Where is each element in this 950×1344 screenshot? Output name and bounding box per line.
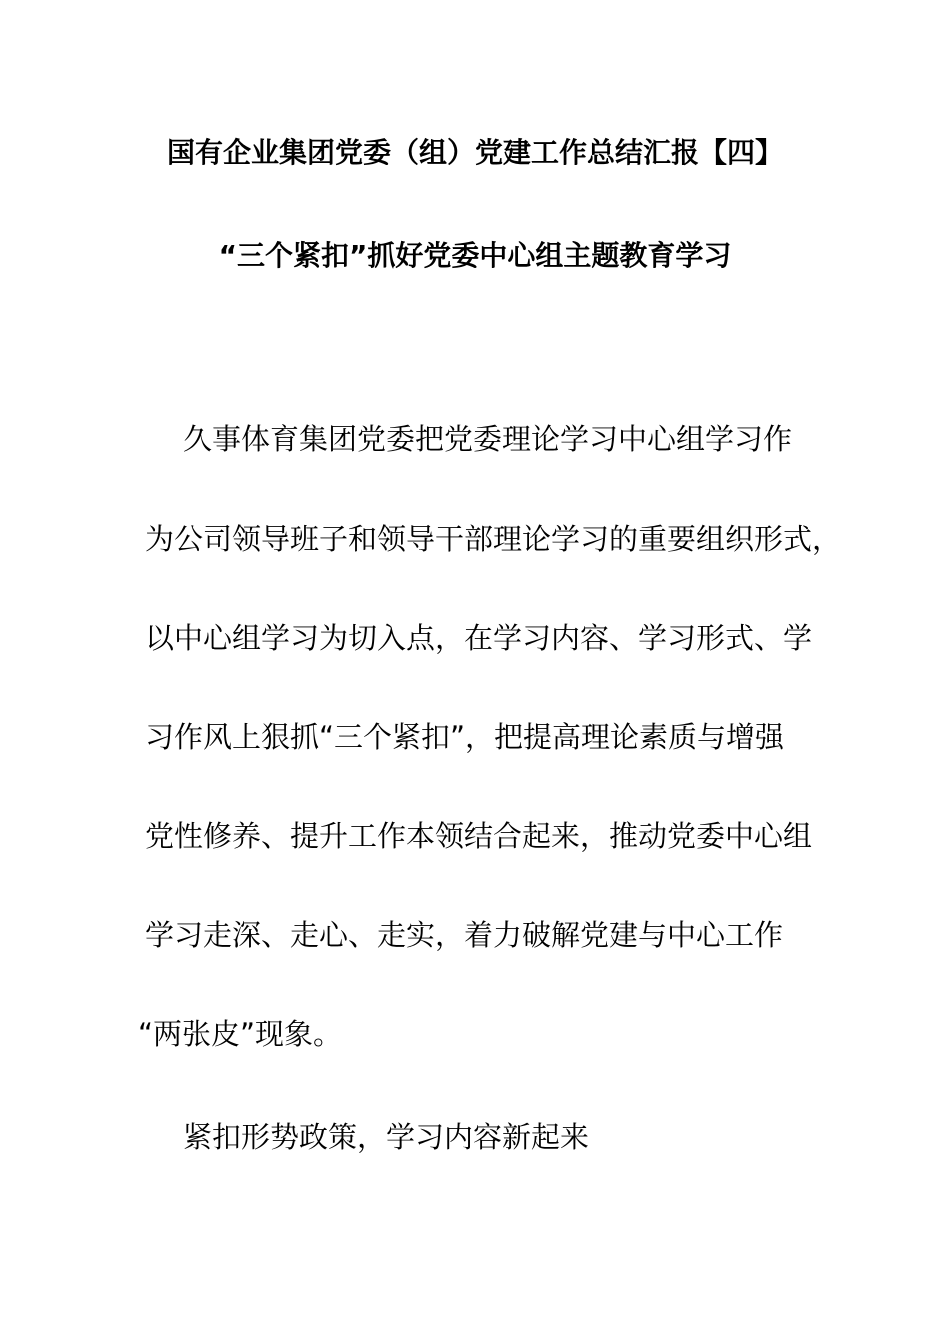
section-heading: 紧扣形势政策，学习内容新起来 — [183, 1120, 590, 1154]
paragraph-line-1: 久事体育集团党委把党委理论学习中心组学习作 — [183, 422, 793, 456]
paragraph-line-6: 学习走深、走心、走实，着力破解党建与中心工作 — [145, 918, 784, 952]
paragraph-line-7: “两张皮”现象。 — [138, 1017, 343, 1051]
document-subtitle: “三个紧扣”抓好党委中心组主题教育学习 — [218, 239, 732, 272]
paragraph-line-5: 党性修养、提升工作本领结合起来，推动党委中心组 — [145, 819, 813, 853]
paragraph-line-2: 为公司领导班子和领导干部理论学习的重要组织形式， — [145, 522, 842, 556]
paragraph-line-3: 以中心组学习为切入点，在学习内容、学习形式、学 — [145, 621, 813, 655]
document-title: 国有企业集团党委（组）党建工作总结汇报【四】 — [166, 136, 783, 169]
paragraph-line-4: 习作风上狠抓“三个紧扣”，把提高理论素质与增强 — [145, 720, 785, 754]
